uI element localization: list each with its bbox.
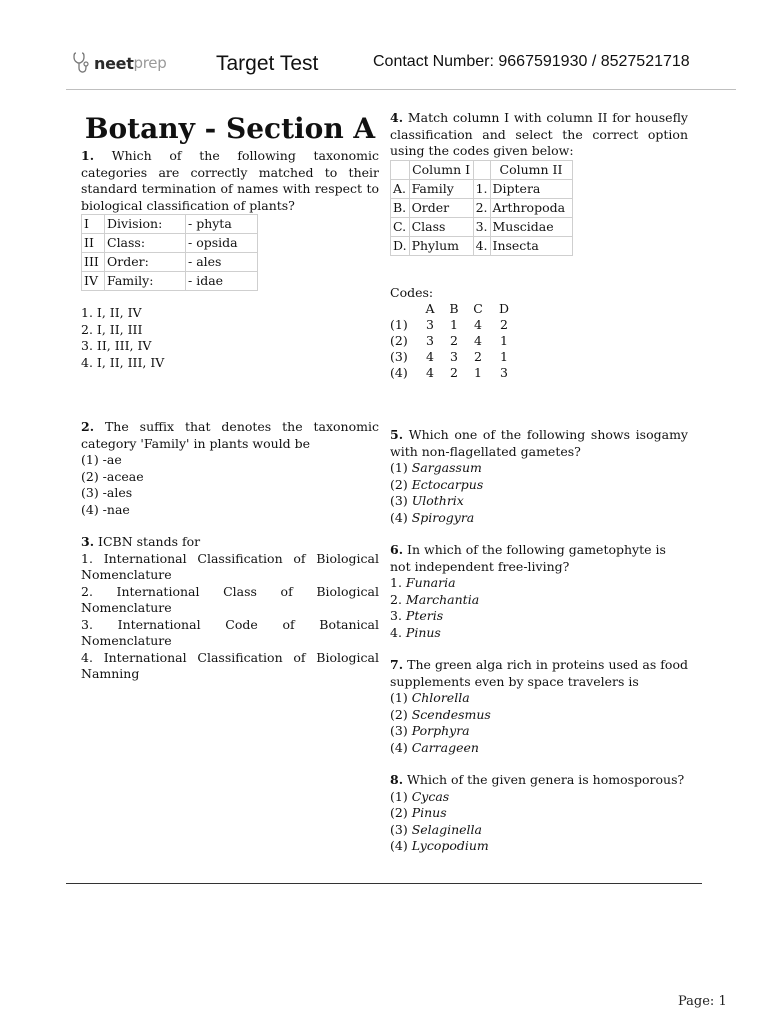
option-genus: Carrageen — [411, 739, 479, 755]
option-prefix: (3) — [390, 493, 412, 508]
table-cell: 4. — [473, 236, 490, 255]
option-prefix: 3. — [390, 608, 406, 623]
option[interactable] — [390, 789, 688, 806]
option-genus: Ectocarpus — [411, 476, 484, 492]
table-row — [391, 217, 573, 236]
question-text: The suffix that denotes the taxonomic category 'Family' in plants would be — [81, 419, 379, 451]
question-text: Which one of the following shows isogamy with non-flagellated gametes? — [390, 427, 688, 459]
question-number: 5. — [390, 427, 404, 442]
table-row — [82, 272, 258, 291]
table-cell: - phyta — [186, 215, 258, 234]
option[interactable]: (4) -nae — [81, 501, 130, 517]
logo-text-prep: prep — [133, 54, 167, 72]
question-number: 4. — [390, 110, 404, 125]
right-column — [390, 110, 688, 855]
option-prefix: (1) — [390, 788, 412, 804]
stethoscope-icon — [72, 50, 92, 76]
option-prefix: (2) — [390, 805, 412, 820]
option[interactable] — [390, 592, 688, 609]
codes-row[interactable] — [390, 349, 518, 365]
codes-cell: D — [498, 301, 510, 316]
table-cell: Family — [409, 179, 473, 198]
option[interactable]: 1. International Classification of Biological Nomenclature — [81, 550, 379, 582]
codes-cell: 4 — [426, 365, 434, 380]
table-cell: A. — [391, 179, 410, 198]
footer-divider — [66, 883, 702, 884]
question-6 — [390, 542, 688, 641]
question-text: Match column I with column II for housefly classification and select the correct option using the codes given below: — [390, 110, 688, 158]
option[interactable] — [390, 460, 688, 477]
option-genus: Funaria — [405, 575, 456, 590]
codes-cell: B — [449, 301, 459, 316]
option[interactable] — [390, 625, 688, 642]
option-prefix: (3) — [390, 821, 412, 837]
question-2 — [81, 419, 379, 518]
option-prefix: (3) — [390, 723, 412, 738]
table-row — [82, 234, 258, 253]
codes-cell: C — [473, 301, 483, 316]
q4-match-table — [390, 160, 573, 256]
option-genus: Chlorella — [411, 690, 470, 705]
option[interactable]: 4. I, II, III, IV — [81, 354, 165, 370]
table-cell: - ales — [186, 253, 258, 272]
left-column — [81, 110, 379, 683]
codes-cell: (4) — [390, 365, 408, 380]
codes-cell: (1) — [390, 317, 408, 332]
option-genus: Lycopodium — [411, 838, 489, 853]
question-5 — [390, 427, 688, 526]
option[interactable] — [390, 822, 688, 839]
codes-cell: 1 — [500, 333, 508, 348]
question-4 — [390, 110, 688, 381]
codes-cell: (3) — [390, 349, 408, 364]
option-prefix: (1) — [390, 460, 412, 475]
question-number: 6. — [390, 542, 404, 557]
page-number: Page: 1 — [678, 994, 727, 1009]
option[interactable]: 2. International Class of Biological Nomenclature — [81, 583, 379, 615]
option-prefix: (4) — [390, 838, 412, 853]
table-cell: Order: — [105, 253, 186, 272]
codes-cell: 3 — [426, 333, 434, 348]
option[interactable]: (2) -aceae — [81, 468, 144, 484]
table-cell: 3. — [473, 217, 490, 236]
q1-termination-table — [81, 214, 258, 291]
section-title: Botany - Section A — [84, 112, 376, 145]
option-genus: Sargassum — [411, 460, 482, 475]
codes-cell: A — [425, 301, 435, 316]
option[interactable] — [390, 608, 688, 625]
table-cell: Arthropoda — [490, 198, 572, 217]
question-number: 1. — [81, 148, 95, 163]
question-text: ICBN stands for — [98, 534, 201, 549]
question-7 — [390, 657, 688, 756]
table-cell: I — [82, 215, 105, 234]
option[interactable]: (1) -ae — [81, 452, 122, 467]
table-cell — [473, 160, 490, 179]
table-cell: Phylum — [409, 236, 473, 255]
option[interactable]: 1. I, II, IV — [81, 305, 142, 320]
table-row — [391, 198, 573, 217]
option-prefix: (2) — [390, 706, 412, 722]
option[interactable] — [390, 510, 688, 527]
table-cell: IV — [82, 272, 105, 291]
neetprep-logo[interactable] — [72, 50, 166, 76]
codes-label: Codes: — [390, 284, 434, 300]
option-genus: Spirogyra — [411, 509, 475, 525]
table-cell — [391, 160, 410, 179]
codes-cell: 2 — [474, 349, 482, 364]
codes-cell: 3 — [450, 349, 458, 364]
question-number: 3. — [81, 534, 95, 549]
codes-cell: 4 — [474, 333, 482, 348]
table-cell: 1. — [473, 179, 490, 198]
option[interactable] — [390, 707, 688, 724]
option-genus: Pinus — [411, 805, 447, 820]
option-genus: Marchantia — [405, 591, 480, 607]
table-cell: III — [82, 253, 105, 272]
question-number: 7. — [390, 657, 404, 672]
option[interactable] — [390, 690, 688, 707]
option-prefix: (4) — [390, 509, 412, 525]
option-genus: Pteris — [405, 608, 444, 623]
codes-row[interactable] — [390, 365, 518, 381]
header-divider — [66, 89, 736, 90]
option[interactable]: 3. International Code of Botanical Nomenclature — [81, 616, 379, 648]
codes-cell: 3 — [426, 317, 434, 332]
codes-header-row — [390, 301, 518, 317]
codes-cell: (2) — [390, 333, 408, 348]
logo-text-neet: neet — [94, 53, 134, 73]
option-prefix: (1) — [390, 690, 412, 705]
option-genus: Pinus — [405, 624, 441, 640]
option[interactable] — [390, 493, 688, 510]
question-3 — [81, 534, 379, 683]
table-cell: Division: — [105, 215, 186, 234]
codes-cell: 4 — [474, 317, 482, 332]
table-cell: Order — [409, 198, 473, 217]
contact-number: Contact Number: 9667591930 / 8527521718 — [373, 53, 690, 70]
codes-cell: 2 — [500, 317, 508, 332]
question-1 — [81, 148, 379, 371]
option-genus: Porphyra — [411, 723, 470, 738]
option[interactable] — [390, 805, 688, 822]
question-text: Which of the given genera is homosporous? — [407, 772, 685, 787]
table-cell: Insecta — [490, 236, 572, 255]
table-row — [82, 215, 258, 234]
test-title: Target Test — [216, 52, 319, 75]
option[interactable] — [390, 575, 688, 592]
option-genus: Cycas — [411, 788, 450, 804]
question-8 — [390, 772, 688, 855]
option[interactable] — [390, 740, 688, 757]
table-cell: II — [82, 234, 105, 253]
table-row — [391, 179, 573, 198]
codes-row[interactable] — [390, 317, 518, 333]
option-genus: Scendesmus — [411, 706, 491, 722]
question-text: Which of the following taxonomic categories are correctly matched to their standard termination of names with respect to biological classification of plants? — [81, 148, 379, 213]
option[interactable]: (3) -ales — [81, 485, 133, 500]
option[interactable]: 3. II, III, IV — [81, 338, 152, 353]
codes-cell: 2 — [450, 333, 458, 348]
codes-row[interactable] — [390, 333, 518, 349]
codes-cell: 1 — [500, 349, 508, 364]
table-cell: Class — [409, 217, 473, 236]
table-row — [82, 253, 258, 272]
table-cell: Family: — [105, 272, 186, 291]
option-genus: Ulothrix — [411, 493, 464, 508]
table-row — [391, 236, 573, 255]
q4-codes-table — [390, 301, 518, 381]
option-prefix: 1. — [390, 575, 406, 590]
table-cell: C. — [391, 217, 410, 236]
option-prefix: 2. — [390, 591, 406, 607]
option[interactable] — [390, 838, 688, 855]
codes-cell: 2 — [450, 365, 458, 380]
option[interactable] — [390, 723, 688, 740]
table-cell: - opsida — [186, 234, 258, 253]
table-cell: Diptera — [490, 179, 572, 198]
option-prefix: (4) — [390, 739, 412, 755]
codes-cell: 4 — [426, 349, 434, 364]
option[interactable]: 4. International Classification of Biological Namning — [81, 649, 379, 681]
question-text: In which of the following gametophyte is not independent free-living? — [390, 542, 666, 574]
column-header: Column II — [490, 160, 572, 179]
codes-cell — [390, 301, 418, 317]
option-genus: Selaginella — [411, 821, 482, 837]
table-cell: D. — [391, 236, 410, 255]
option[interactable]: 2. I, II, III — [81, 321, 143, 337]
codes-cell: 1 — [474, 365, 482, 380]
option[interactable] — [390, 477, 688, 494]
table-cell: B. — [391, 198, 410, 217]
table-cell: - idae — [186, 272, 258, 291]
table-cell: Muscidae — [490, 217, 572, 236]
question-number: 8. — [390, 772, 404, 787]
option-prefix: (2) — [390, 476, 412, 492]
codes-cell: 1 — [450, 317, 458, 332]
codes-cell: 3 — [500, 365, 508, 380]
page-header — [0, 0, 768, 90]
question-text: The green alga rich in proteins used as food supplements even by space travelers is — [390, 657, 688, 689]
column-header: Column I — [409, 160, 473, 179]
option-prefix: 4. — [390, 624, 406, 640]
table-cell: Class: — [105, 234, 186, 253]
table-header-row — [391, 160, 573, 179]
table-cell: 2. — [473, 198, 490, 217]
question-number: 2. — [81, 419, 95, 434]
